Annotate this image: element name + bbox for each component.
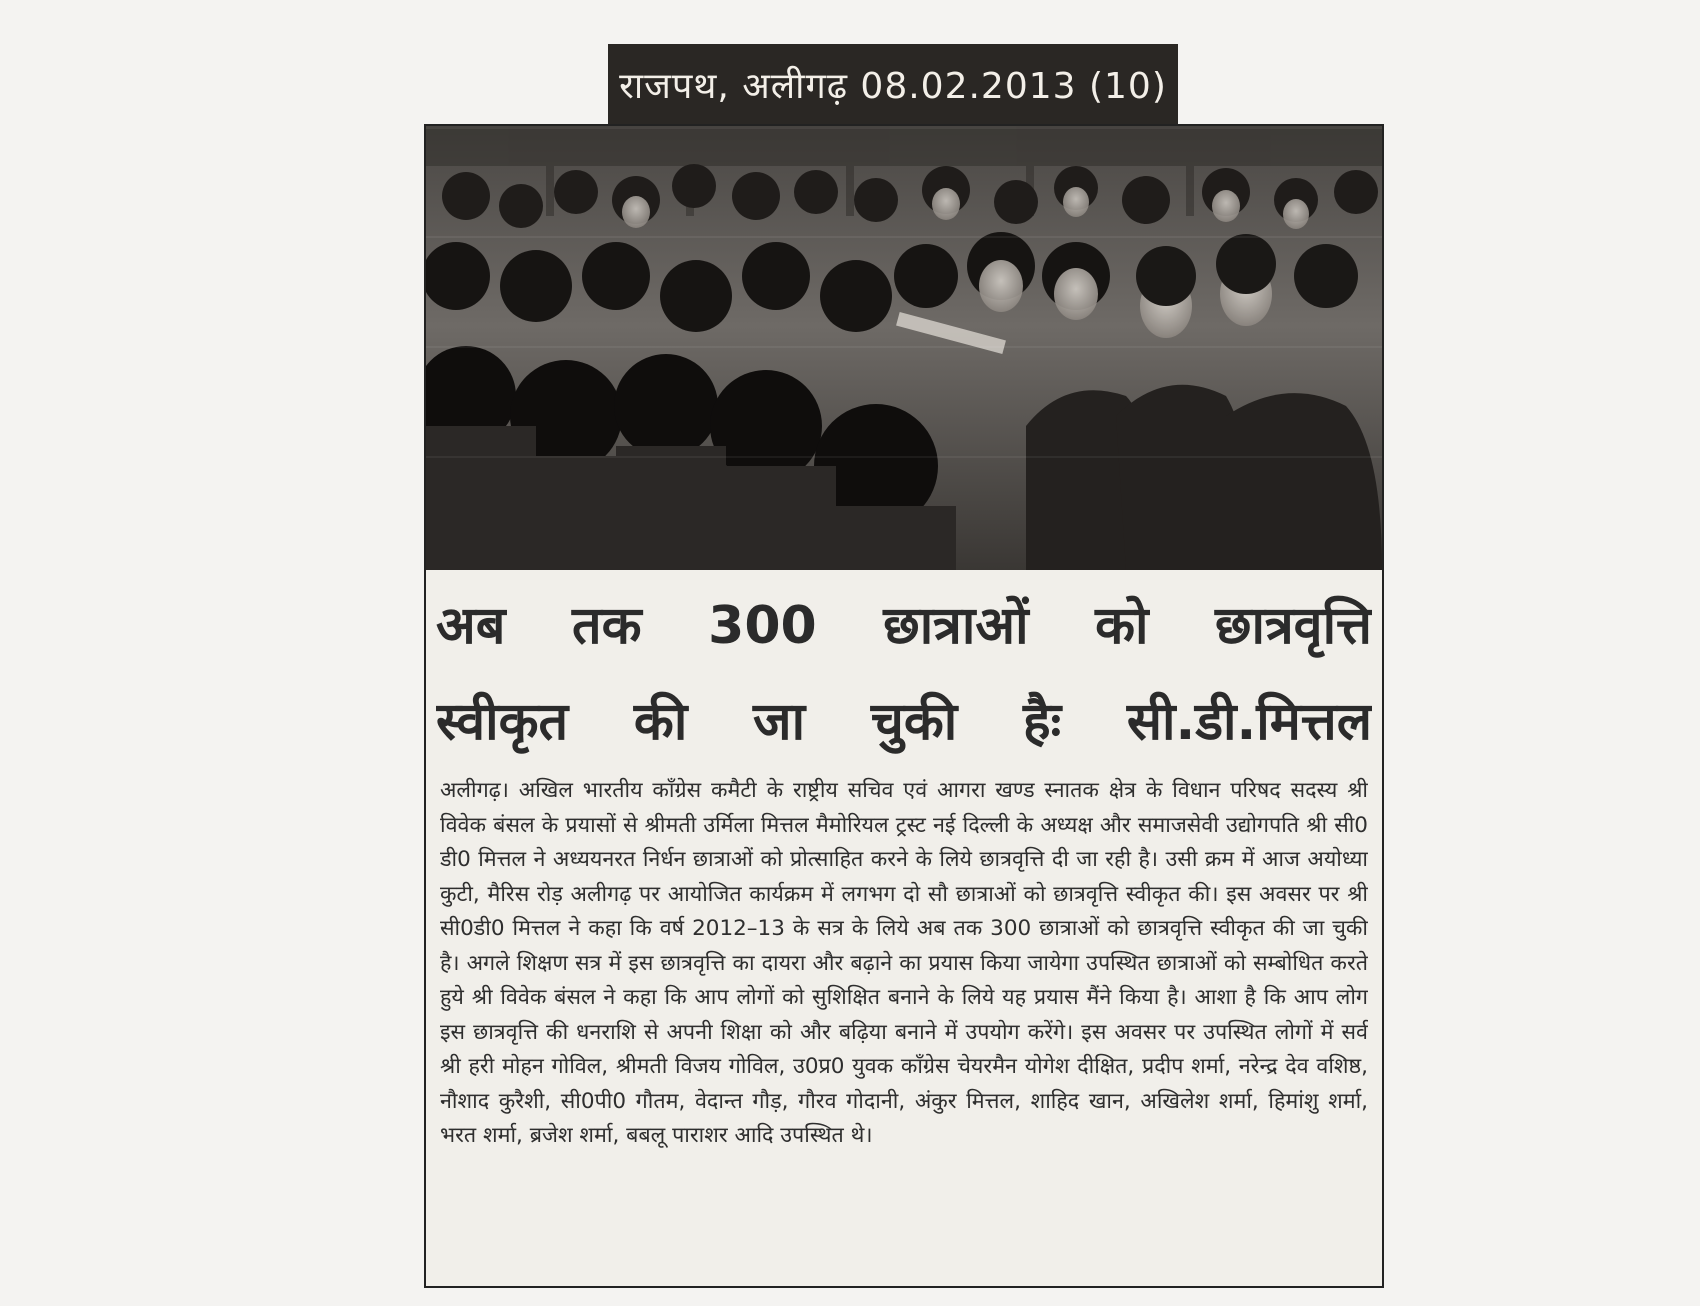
article-headline [436,578,1372,770]
headline-line-1: अब तक 300 छात्राओं को छात्रवृत्ति [436,596,1372,656]
news-photo [426,126,1382,570]
article-body: अलीगढ़। अखिल भारतीय कॉंग्रेस कमैटी के राष्ट्रीय सचिव एवं आगरा खण्ड स्नातक क्षेत्र के विधान परिषद सदस्य श्री विवेक बंसल के प्रयासों से श्रीमती उर्मिला मित्तल मैमोरियल ट्रस्ट नई दिल्ली के अध्यक्ष और समाजसेवी उद्योगपति श्री सी0 डी0 मित्तल ने अध्ययनरत निर्धन छात्राओं को प्रोत्साहित करने के लिये छात्रवृत्ति दी जा रही है। उसी क्रम में आज अयोध्या कुटी, मैरिस रोड़ अलीगढ़ पर आयोजित कार्यक्रम में लगभग दो सौ छात्राओं को छात्रवृत्ति स्वीकृत की। इस अवसर पर श्री सी0डी0 मित्तल ने कहा कि वर्ष 2012–13 के सत्र के लिये अब तक 300 छात्राओं को छात्रवृत्ति स्वीकृत की जा चुकी है। अगले शिक्षण सत्र में इस छात्रवृत्ति का दायरा और बढ़ाने का प्रयास किया जायेगा उपस्थित छात्राओं को सम्बोधित करते हुये श्री विवेक बंसल ने कहा कि आप लोगों को सुशिक्षित बनाने के लिये यह प्रयास मैंने किया है। आशा है कि आप लोग इस छात्रवृत्ति की धनराशि से अपनी शिक्षा को और बढ़िया बनाने में उपयोग करेंगे। इस अवसर पर उपस्थित लोगों में सर्व श्री हरी मोहन गोविल, श्रीमती विजय गोविल, उ0प्र0 युवक कॉंग्रेस चेयरमैन योगेश दीक्षित, प्रदीप शर्मा, नरेन्द्र देव वशिष्ठ, नौशाद कुरैशी, सी0पी0 गौतम, वेदान्त गौड़, गौरव गोदानी, अंकुर मित्तल, शाहिद खान, अखिलेश शर्मा, हिमांशु शर्मा, भरत शर्मा, ब्रजेश शर्मा, बबलू पाराशर आदि उपस्थित थे। [440,778,1368,1148]
news-clipping [424,124,1384,1288]
masthead-text: राजपथ, अलीगढ़ 08.02.2013 (10) [619,65,1167,107]
headline-line-2: स्वीकृत की जा चुकी हैः सी.डी.मित्तल [436,692,1372,752]
newspaper-masthead [608,44,1178,124]
crowd-photo-icon [426,126,1382,570]
